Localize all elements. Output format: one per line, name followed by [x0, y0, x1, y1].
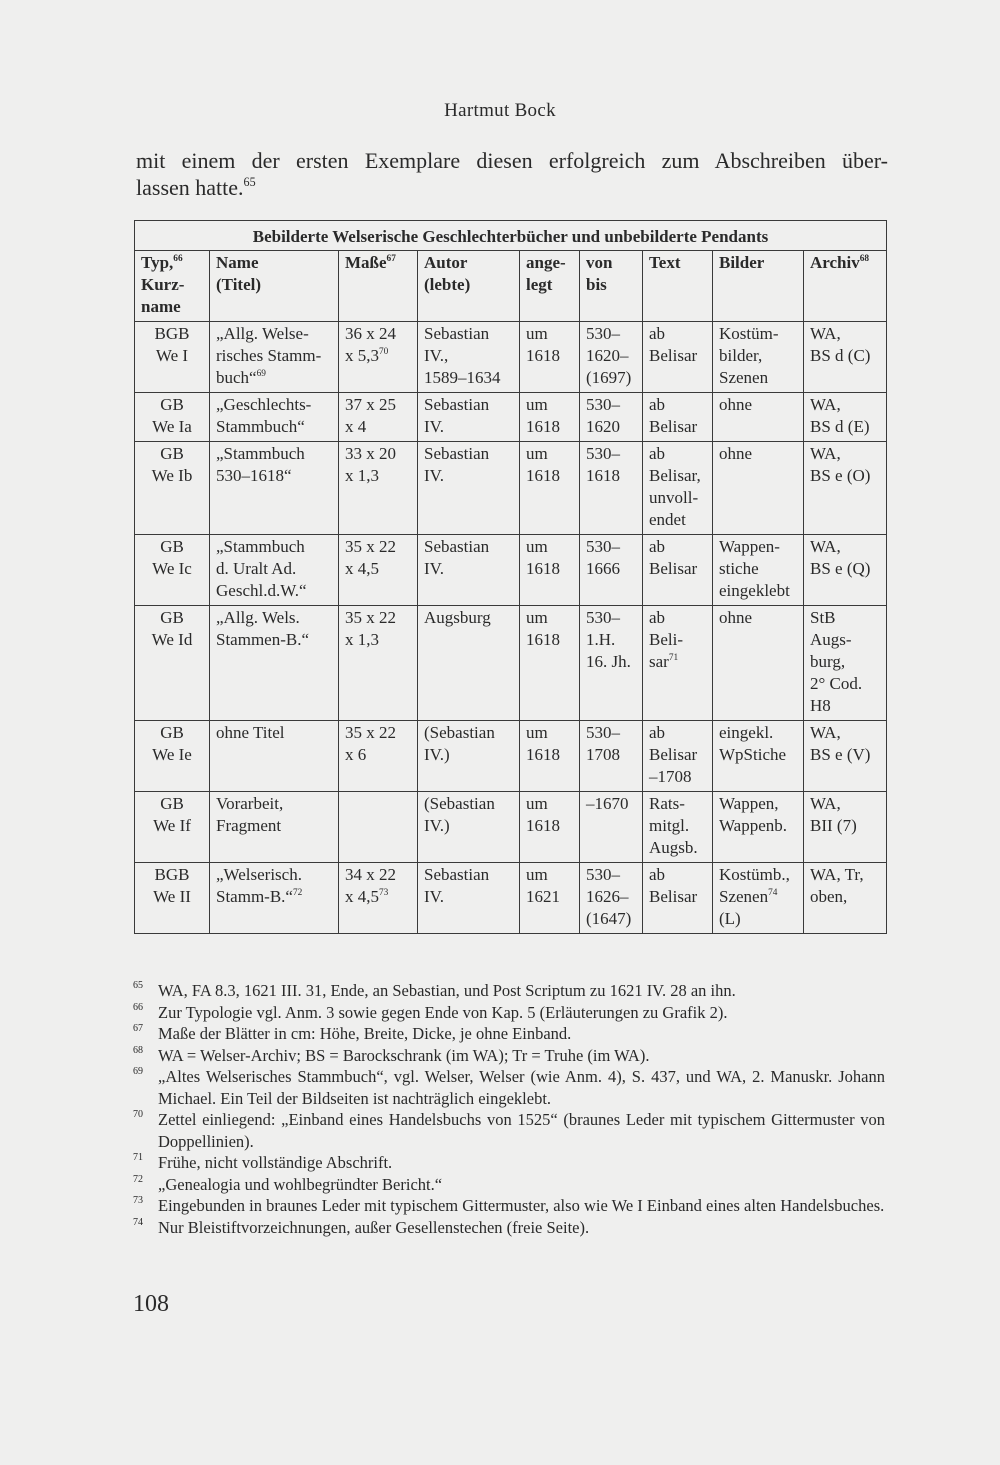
page-number: 108	[133, 1291, 169, 1317]
footnote-number: 68	[133, 1044, 143, 1056]
angelegt-cell: um 1618	[520, 792, 580, 863]
masse-cell: 35 x 22 x 1,3	[339, 606, 418, 721]
archiv-cell: StB Augs- burg, 2° Cod. H8	[804, 606, 887, 721]
table-row	[135, 535, 887, 606]
header-autor: Autor (lebte)	[418, 251, 520, 322]
autor-cell: Sebastian IV.	[418, 535, 520, 606]
bilder-cell: ohne	[713, 393, 804, 442]
autor-cell: (Sebastian IV.)	[418, 721, 520, 792]
vonbis-cell: 530– 1666	[580, 535, 643, 606]
table-body	[135, 322, 887, 934]
footnote	[133, 1217, 885, 1239]
footnote-number: 70	[133, 1109, 143, 1120]
text-cell: ab Belisar	[643, 322, 713, 393]
autor-cell: Sebastian IV.	[418, 393, 520, 442]
footnote	[133, 1045, 885, 1067]
bilder-cell: Wappen- stiche eingeklebt	[713, 535, 804, 606]
header-vonbis: von bis	[580, 251, 643, 322]
welser-books-table	[134, 220, 887, 934]
table-row	[135, 442, 887, 535]
table-row	[135, 792, 887, 863]
footnote-number: 67	[133, 1023, 143, 1034]
name-cell: „Stammbuch 530–1618“	[210, 442, 339, 535]
footnote-text: „Altes Welserisches Stammbuch“, vgl. Welser, Welser (wie Anm. 4), S. 437, und WA, 2. Manuskr. Johann Michael. Ein Teil der Bildseiten ist nachträglich eingeklebt.	[158, 1067, 885, 1108]
masse-cell: 35 x 22 x 4,5	[339, 535, 418, 606]
vonbis-cell: 530– 1620– (1697)	[580, 322, 643, 393]
text-cell: ab Beli- sar$^{71}$	[643, 606, 713, 721]
running-head: Hartmut Bock	[444, 100, 556, 121]
footnote-text: Maße der Blätter in cm: Höhe, Breite, Dicke, je ohne Einband.	[158, 1024, 572, 1043]
angelegt-cell: um 1618	[520, 393, 580, 442]
footnote-text: Zettel einliegend: „Einband eines Handelsbuchs von 1525“ (braunes Leder mit typischem Gittermuster von Doppellinien).	[158, 1110, 885, 1151]
angelegt-cell: um 1618	[520, 535, 580, 606]
name-cell: „Welserisch. Stamm-B.“$^{72}$	[210, 863, 339, 934]
footnote-number: 65	[133, 980, 143, 991]
intro-line-2: lassen hatte.	[136, 175, 244, 200]
footnote	[133, 1152, 885, 1174]
autor-cell: Augsburg	[418, 606, 520, 721]
footnote-number: 71	[133, 1152, 143, 1163]
vonbis-cell: 530– 1618	[580, 442, 643, 535]
footnote-text: „Genealogia und wohlbegründter Bericht.“	[158, 1174, 443, 1194]
footnote-number: 66	[133, 1001, 143, 1013]
text-cell: ab Belisar	[643, 863, 713, 934]
bilder-cell: Kostümb., Szenen$^{74}$ (L)	[713, 863, 804, 934]
header-text: Text	[643, 251, 713, 322]
typ-cell: GB We Ie	[135, 721, 210, 792]
text-cell: Rats- mitgl. Augsb.	[643, 792, 713, 863]
angelegt-cell: um 1618	[520, 442, 580, 535]
footnote-text: Frühe, nicht vollständige Abschrift.	[158, 1153, 393, 1172]
typ-cell: BGB We I	[135, 322, 210, 393]
header-archiv: Archiv$^{68}$	[804, 251, 887, 322]
autor-cell: (Sebastian IV.)	[418, 792, 520, 863]
table-row	[135, 606, 887, 721]
footnote	[133, 1023, 885, 1045]
footnote-text: WA = Welser-Archiv; BS = Barockschrank (im WA); Tr = Truhe (im WA).	[158, 1045, 650, 1065]
footnote-number: 72	[133, 1173, 143, 1185]
header-bilder: Bilder	[713, 251, 804, 322]
typ-cell: GB We Ib	[135, 442, 210, 535]
angelegt-cell: um 1618	[520, 606, 580, 721]
footnote-number: 74	[133, 1216, 143, 1228]
table-row	[135, 721, 887, 792]
footnote	[133, 1109, 885, 1152]
angelegt-cell: um 1618	[520, 322, 580, 393]
angelegt-cell: um 1621	[520, 863, 580, 934]
footnote-text: Zur Typologie vgl. Anm. 3 sowie gegen Ende von Kap. 5 (Erläuterungen zu Grafik 2).	[158, 1002, 728, 1022]
footnote	[133, 1174, 885, 1196]
angelegt-cell: um 1618	[520, 721, 580, 792]
bilder-cell: eingekl. WpStiche	[713, 721, 804, 792]
name-cell: „Stammbuch d. Uralt Ad. Geschl.d.W.“	[210, 535, 339, 606]
archiv-cell: WA, BS e (V)	[804, 721, 887, 792]
archiv-cell: WA, BS e (Q)	[804, 535, 887, 606]
vonbis-cell: –1670	[580, 792, 643, 863]
masse-cell: 36 x 24 x $5,3^{70}$	[339, 322, 418, 393]
archiv-cell: WA, BS e (O)	[804, 442, 887, 535]
name-cell: „Allg. Welse- risches Stamm- buch“$^{69}$	[210, 322, 339, 393]
footnote	[133, 1066, 885, 1109]
vonbis-cell: 530– 1620	[580, 393, 643, 442]
footnote-text: Eingebunden in braunes Leder mit typischem Gittermuster, also wie We I Einband eines alten Handelsbuches.	[158, 1196, 885, 1215]
masse-cell: 34 x 22 x $4,5^{73}$	[339, 863, 418, 934]
intro-line-1: mit einem der ersten Exemplare diesen erfolgreich zum Abschreiben über-	[136, 148, 888, 173]
name-cell: „Allg. Wels. Stammen-B.“	[210, 606, 339, 721]
masse-cell	[339, 792, 418, 863]
table-caption: Bebilderte Welserische Geschlechterbücher und unbebilderte Pendants	[134, 220, 887, 250]
masse-cell: 35 x 22 x 6	[339, 721, 418, 792]
bilder-cell: ohne	[713, 442, 804, 535]
footnotes	[133, 980, 885, 1238]
footnote-text: WA, FA 8.3, 1621 III. 31, Ende, an Sebastian, und Post Scriptum zu 1621 IV. 28 an ihn.	[158, 981, 736, 1000]
vonbis-cell: 530– 1708	[580, 721, 643, 792]
text-cell: ab Belisar	[643, 535, 713, 606]
footnote	[133, 1002, 885, 1024]
typ-cell: GB We If	[135, 792, 210, 863]
header-masse: Maße$^{67}$	[339, 251, 418, 322]
archiv-cell: WA, BII (7)	[804, 792, 887, 863]
bilder-cell: Kostüm- bilder, Szenen	[713, 322, 804, 393]
table-row	[135, 863, 887, 934]
vonbis-cell: 530– 1626– (1647)	[580, 863, 643, 934]
header-typ: Typ,$^{66}$ Kurz- name	[135, 251, 210, 322]
bilder-cell: ohne	[713, 606, 804, 721]
typ-cell: GB We Id	[135, 606, 210, 721]
footnote-number: 73	[133, 1195, 143, 1206]
table-header-row	[135, 251, 887, 322]
archiv-cell: WA, BS d (E)	[804, 393, 887, 442]
masse-cell: 33 x 20 x 1,3	[339, 442, 418, 535]
table-row	[135, 393, 887, 442]
text-cell: ab Belisar, unvoll- endet	[643, 442, 713, 535]
autor-cell: Sebastian IV.	[418, 863, 520, 934]
name-cell: „Geschlechts- Stammbuch“	[210, 393, 339, 442]
autor-cell: Sebastian IV., 1589–1634	[418, 322, 520, 393]
masse-cell: 37 x 25 x 4	[339, 393, 418, 442]
intro-paragraph	[136, 147, 888, 201]
bilder-cell: Wappen, Wappenb.	[713, 792, 804, 863]
text-cell: ab Belisar	[643, 393, 713, 442]
archiv-cell: WA, BS d (C)	[804, 322, 887, 393]
footnote	[133, 980, 885, 1002]
typ-cell: BGB We II	[135, 863, 210, 934]
header-name: Name (Titel)	[210, 251, 339, 322]
header-angelegt: ange- legt	[520, 251, 580, 322]
autor-cell: Sebastian IV.	[418, 442, 520, 535]
footnote-number: 69	[133, 1066, 143, 1077]
footnote	[133, 1195, 885, 1217]
typ-cell: GB We Ia	[135, 393, 210, 442]
archiv-cell: WA, Tr, oben,	[804, 863, 887, 934]
text-cell: ab Belisar –1708	[643, 721, 713, 792]
footnote-ref: 65	[243, 174, 256, 189]
typ-cell: GB We Ic	[135, 535, 210, 606]
vonbis-cell: 530– 1.H. 16. Jh.	[580, 606, 643, 721]
table-row	[135, 322, 887, 393]
name-cell: ohne Titel	[210, 721, 339, 792]
name-cell: Vorarbeit, Fragment	[210, 792, 339, 863]
footnote-text: Nur Bleistiftvorzeichnungen, außer Gesellenstechen (freie Seite).	[158, 1217, 590, 1237]
